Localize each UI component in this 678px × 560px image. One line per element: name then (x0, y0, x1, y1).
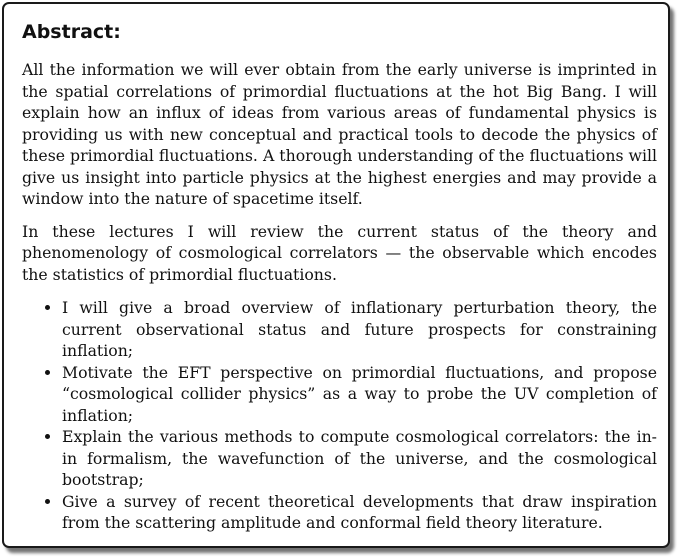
list-item: • I will give a broad overview of inflationary perturbation theory, the current observational status and future prospects for constraining inflation; (62, 297, 657, 362)
abstract-content (22, 20, 657, 534)
abstract-box (2, 2, 670, 548)
list-item: • Give a survey of recent theoretical developments that draw inspiration from the scattering amplitude and conformal field theory literature. (62, 491, 657, 534)
list-item: • Explain the various methods to compute cosmological correlators: the in-in formalism, the wavefunction of the universe, and the cosmological bootstrap; (62, 426, 657, 491)
abstract-heading: Abstract: (22, 21, 121, 43)
abstract-paragraph-1: All the information we will ever obtain from the early universe is imprinted in the spatial correlations of primordial fluctuations at the hot Big Bang. I will explain how an influx of ideas from various areas of fundamental physics is providing us with new conceptual and practical tools to decode the physics of these primordial fluctuations. A thorough understanding of the fluctuations will give us insight into particle physics at the highest energies and may provide a window into the nature of spacetime itself. (22, 60, 657, 208)
lecture-topics-list (22, 297, 657, 534)
list-item: • Motivate the EFT perspective on primordial fluctuations, and propose “cosmological collider physics” as a way to probe the UV completion of inflation; (62, 362, 657, 427)
abstract-paragraph-2: In these lectures I will review the current status of the theory and phenomenology of cosmological correlators — the observable which encodes the statistics of primordial fluctuations. (22, 221, 657, 284)
